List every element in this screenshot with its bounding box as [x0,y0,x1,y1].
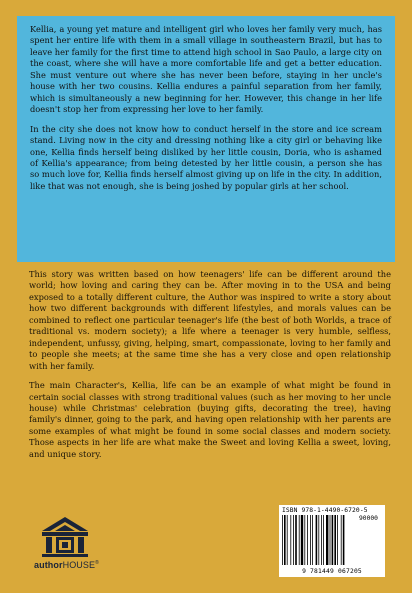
about-paragraph-1: This story was written based on how teenagers' life can be different around the world; how loving and caring they can be. After moving in to the USA and being exposed to a totally different culture, the Author was inspired to write a story about how two different backgrounds with different lifestyles, and morals values can be combined to reflect one particular teenager's life (the best of both Worlds, a trace of traditional vs. modern society); a life where a teenager is very humble, selfless, independent, unfussy, giving, helping, smart, compassionate, loving to her family and to people she meets; at the same time she has a very close and open relationship with her family. [29,269,391,371]
about-paragraph-2: The main Character's, Kellia, life can be an example of what might be found in certain social classes with strong traditional values (such as her moving to her uncle house) while Christmas' celebration (buying gifts, decorating the tree), having family's dinner, going to the park, and having open relationship with her parents are some examples of what might be found in some social classes and modern society. Those aspects in her life are what make the Sweet and loving Kellia a sweet, loving, and unique story. [29,380,391,459]
isbn-text: ISBN 978-1-4490-6720-5 [282,507,368,514]
price-code: 90000 [359,515,378,522]
publisher-name-bold: author [34,560,63,570]
about-section [29,269,391,468]
barcode-block [279,505,385,577]
synopsis-paragraph-1: Kellia, a young yet mature and intelligent girl who loves her family very much, has spent her entire life with them in a small village in southeastern Brazil, but has to leave her family for the first time to attend high school in Sao Paulo, a large city on the coast, where she will have a more comfortable life and get a better education. She must venture out where she has never been before, staying in her uncle's house with her two cousins. Kellia endures a painful separation from her family, which is simultaneously a new beginning for her. However, this change in her life doesn't stop her from expressing her love to her family. [30,24,382,115]
publisher-name-regular: HOUSE [62,560,96,570]
publisher-house-logo-icon [34,515,96,559]
barcode-number: 9 781449 067205 [302,568,362,575]
barcode-icon [282,515,358,567]
publisher-logo [34,515,99,577]
publisher-trademark: ® [95,560,99,566]
publisher-name [34,560,99,570]
synopsis-paragraph-2: In the city she does not know how to conduct herself in the store and ice scream stand. Living now in the city and dressing nothing like a city girl or behaving like one, Kellia finds herself being disliked by her little cousin, Doria, who is ashamed of Kellia's appearance; from being detested by her little cousin, a person she has so much love for, Kellia finds herself almost giving up on life in the city. In addition, like that was not enough, she is being joshed by popular girls at her school. [30,123,382,191]
synopsis-box [17,16,395,262]
